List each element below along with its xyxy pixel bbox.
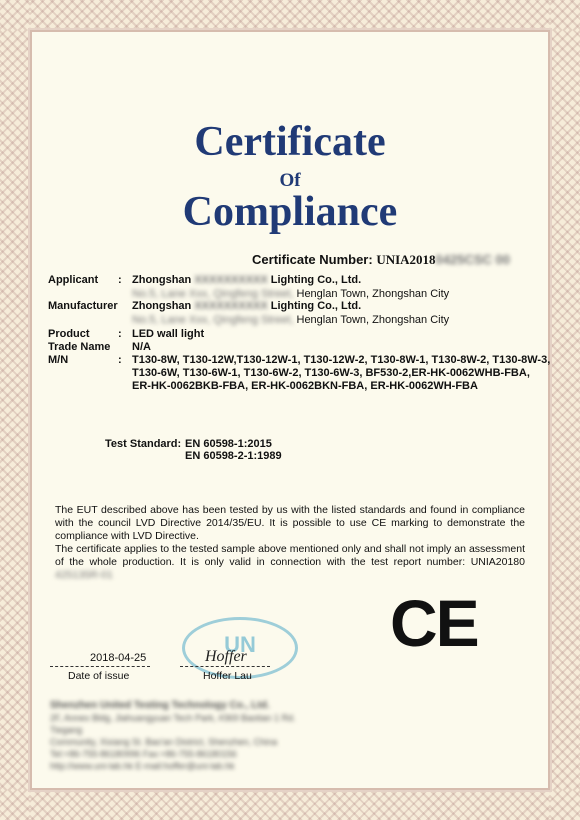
- applicant-label: Applicant: [48, 274, 99, 286]
- model-number-label: M/N: [48, 354, 69, 366]
- issue-date: 2018-04-25: [90, 652, 147, 664]
- test-standard: [105, 438, 282, 462]
- applicant-name-suffix: Lighting Co., Ltd.: [270, 274, 362, 286]
- certificate-number: [252, 252, 510, 268]
- model-number-line-2: T130-6W, T130-6W-1, T130-6W-2, T130-6W-3, BF530-2,ER-HK-0062WHB-FBA,: [132, 367, 530, 379]
- applicant-value: [132, 274, 552, 286]
- footer-web: http://www.uni-lab.hk E-mail:hoffer@uni-lab.hk: [50, 761, 235, 771]
- test-standard-label: Test Standard:: [105, 438, 182, 450]
- footer-address-1: 2F, Annex Bldg, Jiahuangyuan Tech Park, #369 Baotian 1 Rd. Tiegang: [50, 713, 296, 735]
- title-compliance: Compliance: [182, 189, 398, 235]
- trade-name-value: N/A: [132, 341, 151, 353]
- trade-name-label: Trade Name: [48, 341, 111, 353]
- applicant-colon: :: [118, 274, 122, 286]
- applicant-name-redacted: XXXXXXXXXX: [194, 274, 268, 286]
- statement-scope: [55, 543, 525, 582]
- manufacturer-label: Manufacturer: [48, 300, 118, 312]
- model-number-line-3: ER-HK-0062BKB-FBA, ER-HK-0062BKN-FBA, ER-HK-0062WH-FBA: [132, 380, 478, 392]
- test-standard-1: EN 60598-1:2015: [185, 438, 272, 450]
- statement-scope-text: The certificate applies to the tested sample above mentioned only and shall not imply an assessment of the whole production. It is only valid in connection with the test report number: UNIA20180: [55, 543, 525, 568]
- stamp-text: UN: [224, 632, 256, 657]
- test-standard-2: EN 60598-2-1:1989: [185, 450, 282, 462]
- manufacturer-address-suffix: Henglan Town, Zhongshan City: [296, 314, 450, 326]
- statement-scope-redacted: 425135R-01: [55, 569, 113, 581]
- manufacturer-address-redacted: No.5, Lane Xxx, Qingfeng Street,: [132, 314, 294, 326]
- product-value: LED wall light: [132, 328, 205, 340]
- product-colon: :: [118, 328, 122, 340]
- applicant-address-redacted: No.5, Lane Xxx, Qingfeng Street,: [132, 288, 294, 300]
- certificate-number-value: UNIA2018: [376, 252, 436, 267]
- manufacturer-address-value: [132, 314, 552, 326]
- signatory-name: Hoffer Lau: [203, 670, 252, 682]
- applicant-address-value: [132, 288, 552, 300]
- manufacturer-name-suffix: Lighting Co., Ltd.: [270, 300, 362, 312]
- signature-line: [180, 666, 270, 667]
- issuer-footer: [50, 700, 320, 772]
- applicant-name-prefix: Zhongshan: [132, 274, 192, 286]
- manufacturer-name-prefix: Zhongshan: [132, 300, 192, 312]
- statement-compliance: The EUT described above has been tested by us with the listed standards and found in compliance with the council LVD Directive 2014/35/EU. It is possible to use CE marking to demonstrate the compliance with LVD Directive.: [55, 504, 525, 542]
- model-number-line-1: T130-8W, T130-12W,T130-12W-1, T130-12W-2, T130-8W-1, T130-8W-2, T130-8W-3,: [132, 354, 551, 366]
- date-line: [50, 666, 150, 667]
- model-number-colon: :: [118, 354, 122, 366]
- title-of: Of: [279, 170, 301, 191]
- title-certificate: Certificate: [194, 119, 386, 165]
- footer-phone: Tel:+86-755-86180996 Fax:+86-755-86180156: [50, 749, 237, 759]
- test-standard-values: [185, 438, 345, 462]
- certificate-number-redacted: 0425CSC 00: [435, 252, 510, 267]
- product-label: Product: [48, 328, 90, 340]
- manufacturer-name-redacted: XXXXXXXXXX: [194, 300, 268, 312]
- certificate-number-label: Certificate Number:: [252, 252, 373, 267]
- footer-company: Shenzhen United Testing Technology Co., Ltd.: [50, 700, 270, 711]
- ce-mark: CE: [390, 586, 478, 660]
- applicant-address-suffix: Henglan Town, Zhongshan City: [296, 288, 450, 300]
- manufacturer-value: [132, 300, 552, 312]
- issue-date-label: Date of issue: [68, 670, 130, 682]
- model-number-value: [132, 354, 552, 393]
- footer-address-2: Community, Xixiang St. Bao'an District, Shenzhen, China: [50, 737, 278, 747]
- signature: Hoffer: [205, 648, 247, 665]
